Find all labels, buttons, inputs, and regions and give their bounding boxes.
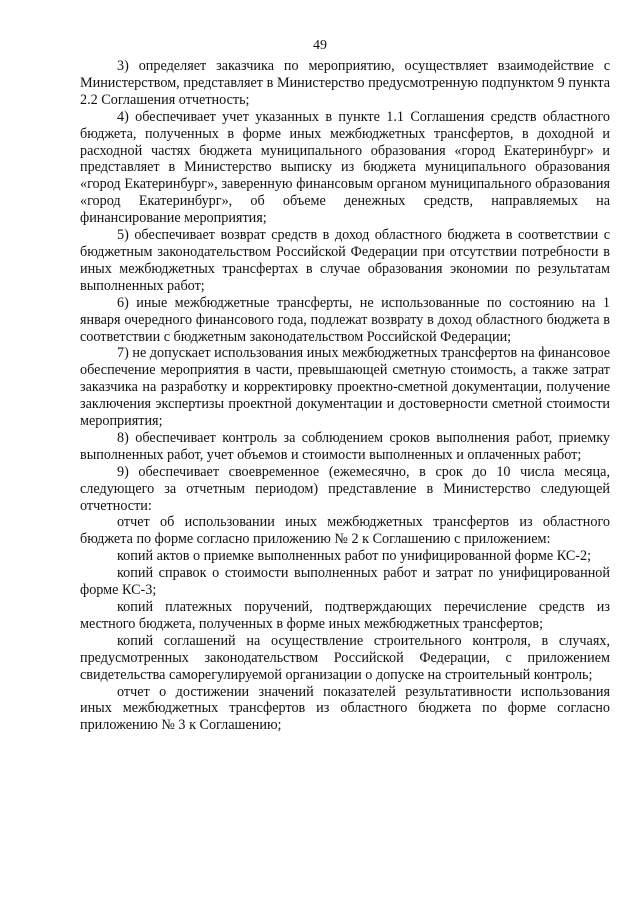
paragraph-construction-control: копий соглашений на осуществление строительного контроля, в случаях, предусмотренных законодательством Российской Федерации, с приложением свидетельства саморегулируемой организации о допуске на строительный контроль; [80, 632, 610, 683]
paragraph-report-indicators: отчет о достижении значений показателей результативности использования иных межбюджетных трансфертов из областного бюджета по форме согласно приложению № 3 к Соглашению; [80, 683, 610, 734]
paragraph-item-8: 8) обеспечивает контроль за соблюдением сроков выполнения работ, приемку выполненных работ, учет объемов и стоимости выполненных и оплаченных работ; [80, 429, 610, 463]
document-body [80, 58, 610, 734]
paragraph-item-9: 9) обеспечивает своевременное (ежемесячно, в срок до 10 числа месяца, следующего за отчетным периодом) представление в Министерство следующей отчетности: [80, 463, 610, 514]
paragraph-ks2-acts: копий актов о приемке выполненных работ по унифицированной форме КС-2; [117, 548, 592, 565]
paragraph-item-6: 6) иные межбюджетные трансферты, не использованные по состоянию на 1 января очередного финансового года, подлежат возврату в доход областного бюджета в соответствии с бюджетным законодательством Российской Федерации; [80, 294, 610, 345]
paragraph-payment-orders: копий платежных поручений, подтверждающих перечисление средств из местного бюджета, полученных в форме иных межбюджетных трансфертов; [80, 599, 610, 632]
page-number: 49 [313, 38, 327, 53]
paragraph-ks3-certificates: копий справок о стоимости выполненных работ и затрат по унифицированной форме КС-3; [80, 565, 610, 599]
paragraph-item-7: 7) не допускает использования иных межбюджетных трансфертов на финансовое обеспечение мероприятия в части, превышающей сметную стоимость, а также затрат заказчика на разработку и корректировку проектно-сметной документации, получение заключения экспертизы проектной документации и достоверности сметной стоимости мероприятия; [80, 345, 611, 430]
paragraph-item-5: 5) обеспечивает возврат средств в доход областного бюджета в соответствии с бюджетным законодательством Российской Федерации при отсутствии потребности в иных межбюджетных трансфертах в случае образования экономии по результатам выполненных работ; [80, 227, 610, 294]
paragraph-report-usage: отчет об использовании иных межбюджетных трансфертов из областного бюджета по форме согласно приложению № 2 к Соглашению с приложением: [80, 514, 610, 548]
paragraph-item-3: 3) определяет заказчика по мероприятию, осуществляет взаимодействие с Министерством, представляет в Министерство предусмотренную подпунктом 9 пункта 2.2 Соглашения отчетность; [80, 58, 610, 108]
paragraph-item-4: 4) обеспечивает учет указанных в пункте 1.1 Соглашения средств областного бюджета, полученных в форме иных межбюджетных трансфертов, в доходной и расходной частях бюджета муниципального образования «город Екатеринбург» и представляет в Министерство выписку из бюджета муниципального образования «город Екатеринбург», заверенную финансовым органом муниципального образования «город Екатеринбург», об объеме денежных средств, направляемых на финансирование мероприятия; [80, 108, 610, 227]
